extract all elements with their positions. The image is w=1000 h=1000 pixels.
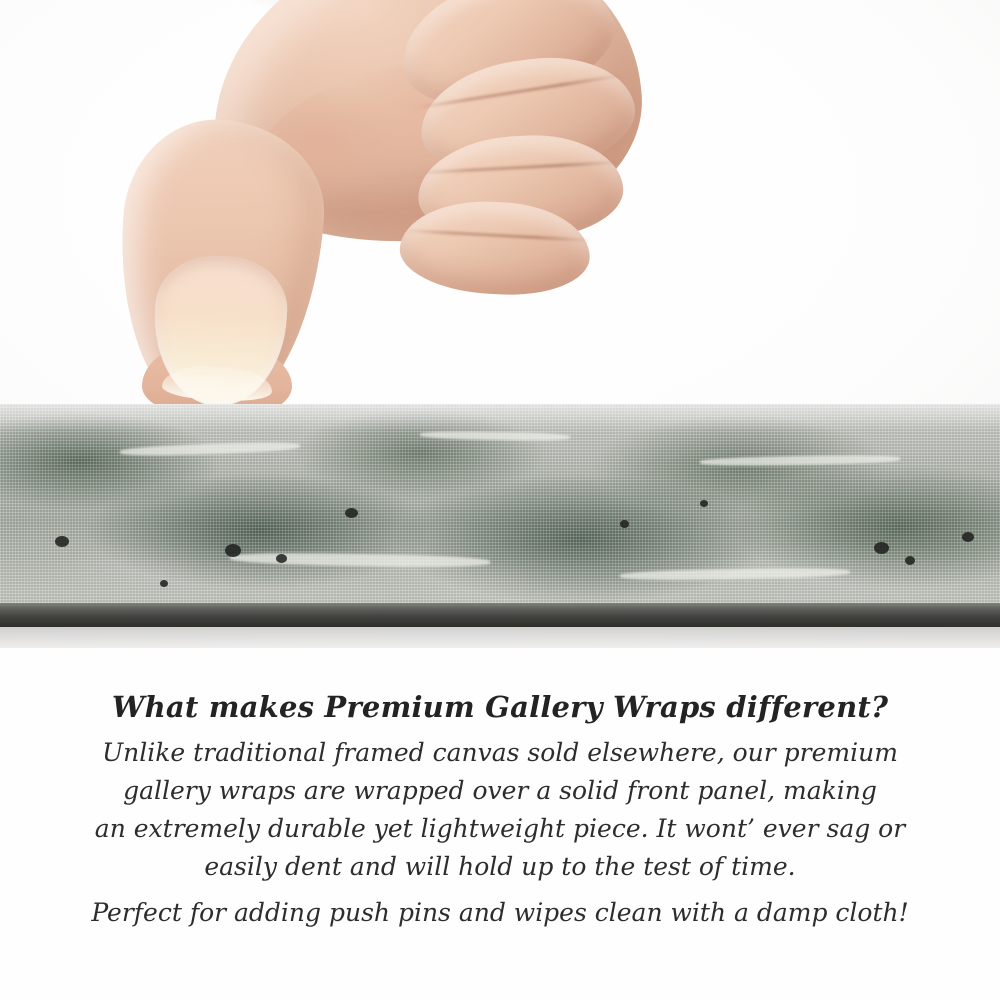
slab-dark-edge	[0, 609, 1000, 627]
paint-speck	[620, 520, 629, 528]
caption-heading: What makes Premium Gallery Wraps different?	[111, 690, 889, 724]
caption-line: gallery wraps are wrapped over a solid front panel, making	[123, 776, 877, 805]
caption-body	[0, 734, 1000, 886]
paint-speck	[160, 580, 168, 587]
paint-speck	[276, 554, 287, 563]
hand-illustration	[100, 0, 660, 440]
caption-line: Unlike traditional framed canvas sold elsewhere, our premium	[102, 738, 898, 767]
caption-line: an extremely durable yet lightweight piece. It wont’ ever sag or	[94, 814, 906, 843]
paint-speck	[962, 532, 974, 542]
paint-speck	[700, 500, 708, 507]
paint-speck	[225, 544, 241, 557]
canvas-top-highlight	[0, 404, 1000, 430]
paint-speck	[55, 536, 69, 547]
thumbnail	[150, 253, 290, 410]
slab-drop-shadow	[0, 627, 1000, 648]
gallery-wrap-slab	[0, 404, 1000, 636]
caption-block	[0, 690, 1000, 932]
canvas-print-surface	[0, 404, 1000, 609]
caption-closing-line: Perfect for adding push pins and wipes clean with a damp cloth!	[91, 898, 909, 927]
caption-line: easily dent and will hold up to the test of time.	[204, 852, 796, 881]
paint-speck	[905, 556, 915, 565]
paint-speck	[345, 508, 358, 518]
paint-speck	[874, 542, 889, 554]
